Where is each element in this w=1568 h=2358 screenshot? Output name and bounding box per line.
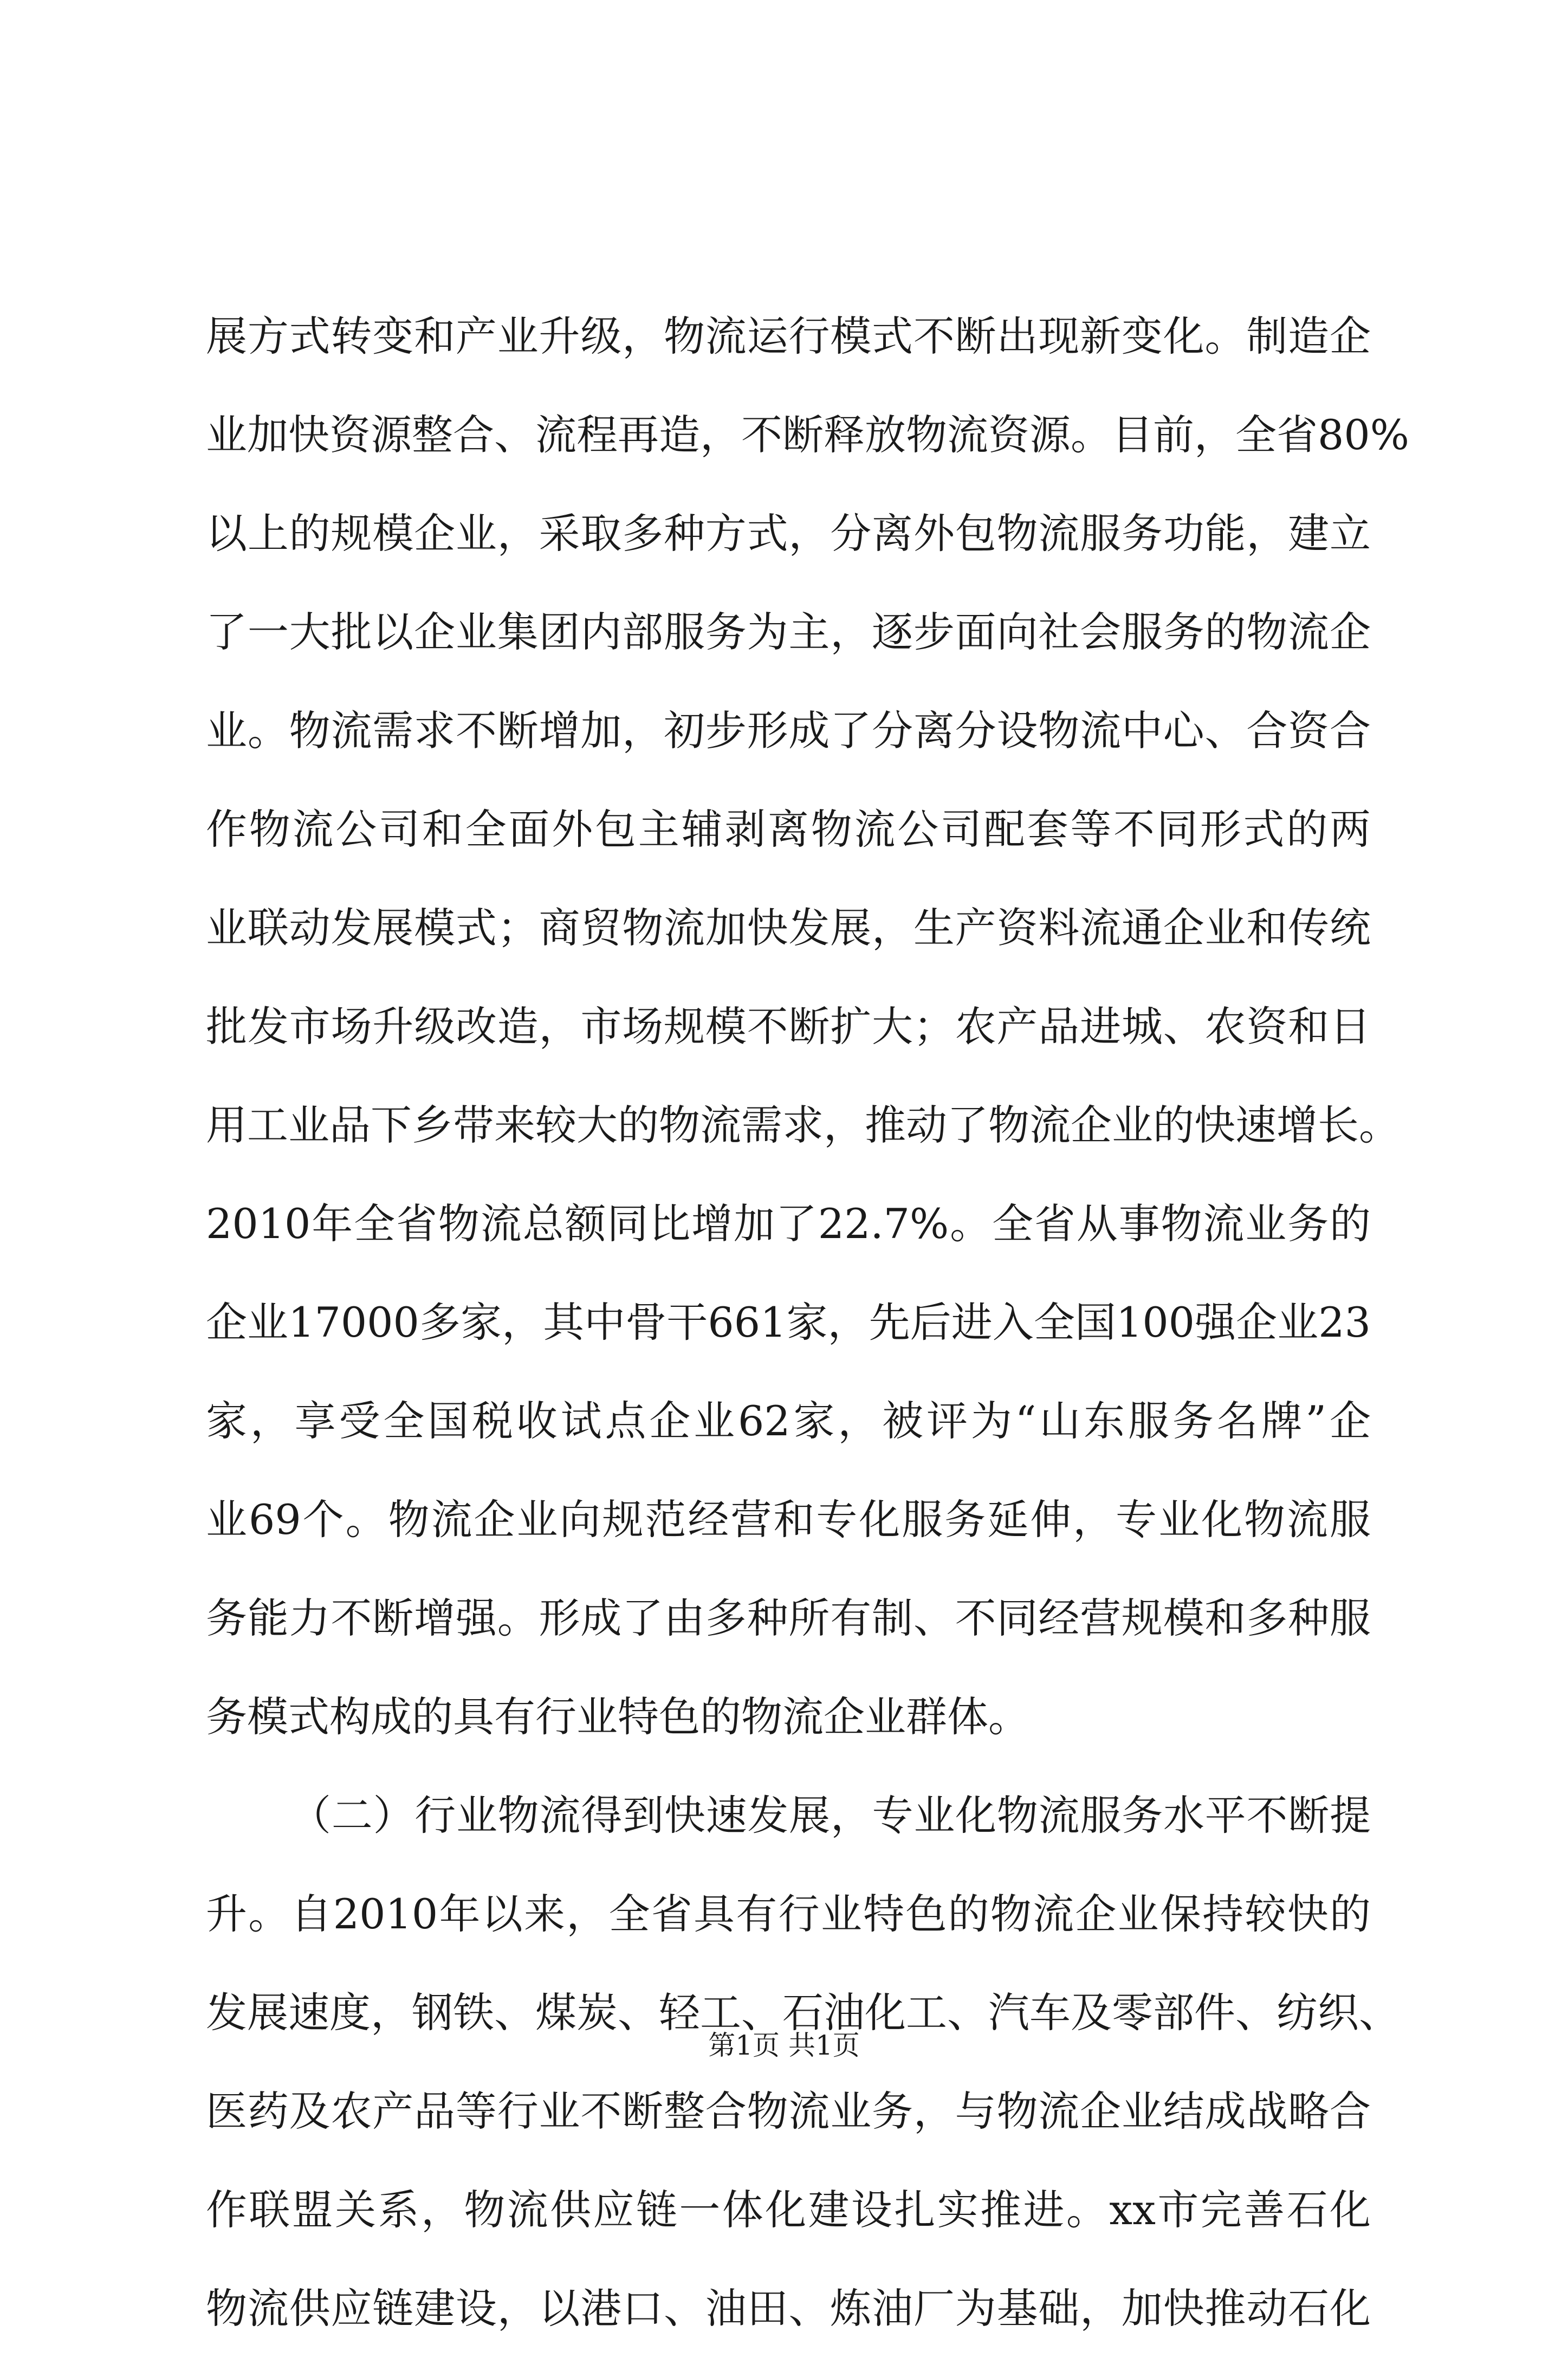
text-line: 业联动发展模式；商贸物流加快发展，生产资料流通企业和传统 [206, 904, 1371, 952]
text-line: 作物流公司和全面外包主辅剥离物流公司配套等不同形式的两 [206, 805, 1371, 853]
text-line: 以上的规模企业，采取多种方式，分离外包物流服务功能，建立 [206, 509, 1371, 558]
page-footer: 第1页 共1页 [708, 2030, 860, 2061]
text-line: 作联盟关系，物流供应链一体化建设扎实推进。xx市完善石化 [206, 2186, 1371, 2234]
text-line: 物流供应链建设，以港口、油田、炼油厂为基础，加快推动石化 [206, 2284, 1371, 2333]
paragraph-end-line: 务模式构成的具有行业特色的物流企业群体。 [206, 1693, 1029, 1741]
text-line: 用工业品下乡带来较大的物流需求，推动了物流企业的快速增长。 [206, 1101, 1400, 1149]
text-line: 家，享受全国税收试点企业62家，被评为“山东服务名牌”企 [206, 1397, 1371, 1445]
text-line: 企业17000多家，其中骨干661家，先后进入全国100强企业23 [206, 1298, 1371, 1346]
text-line: 医药及农产品等行业不断整合物流业务，与物流企业结成战略合 [206, 2087, 1371, 2135]
text-line: 业加快资源整合、流程再造，不断释放物流资源。目前，全省80% [206, 411, 1409, 459]
text-line: 务能力不断增强。形成了由多种所有制、不同经营规模和多种服 [206, 1594, 1371, 1642]
text-line: 2010年全省物流总额同比增加了22.7%。全省从事物流业务的 [206, 1200, 1371, 1248]
section-heading-line: （二）行业物流得到快速发展，专业化物流服务水平不断提 [290, 1791, 1371, 1839]
text-line: 展方式转变和产业升级，物流运行模式不断出现新变化。制造企 [206, 312, 1371, 360]
text-line: 业。物流需求不断增加，初步形成了分离分设物流中心、合资合 [206, 707, 1371, 755]
text-line: 了一大批以企业集团内部服务为主，逐步面向社会服务的物流企 [206, 608, 1371, 656]
text-line: 业69个。物流企业向规范经营和专化服务延伸，专业化物流服 [206, 1495, 1371, 1544]
text-line: 升。自2010年以来，全省具有行业特色的物流企业保持较快的 [206, 1890, 1371, 1938]
text-line: 批发市场升级改造，市场规模不断扩大；农产品进城、农资和日 [206, 1002, 1371, 1051]
text-line: 发展速度，钢铁、煤炭、轻工、石油化工、汽车及零部件、纺织、 [206, 1988, 1400, 2037]
